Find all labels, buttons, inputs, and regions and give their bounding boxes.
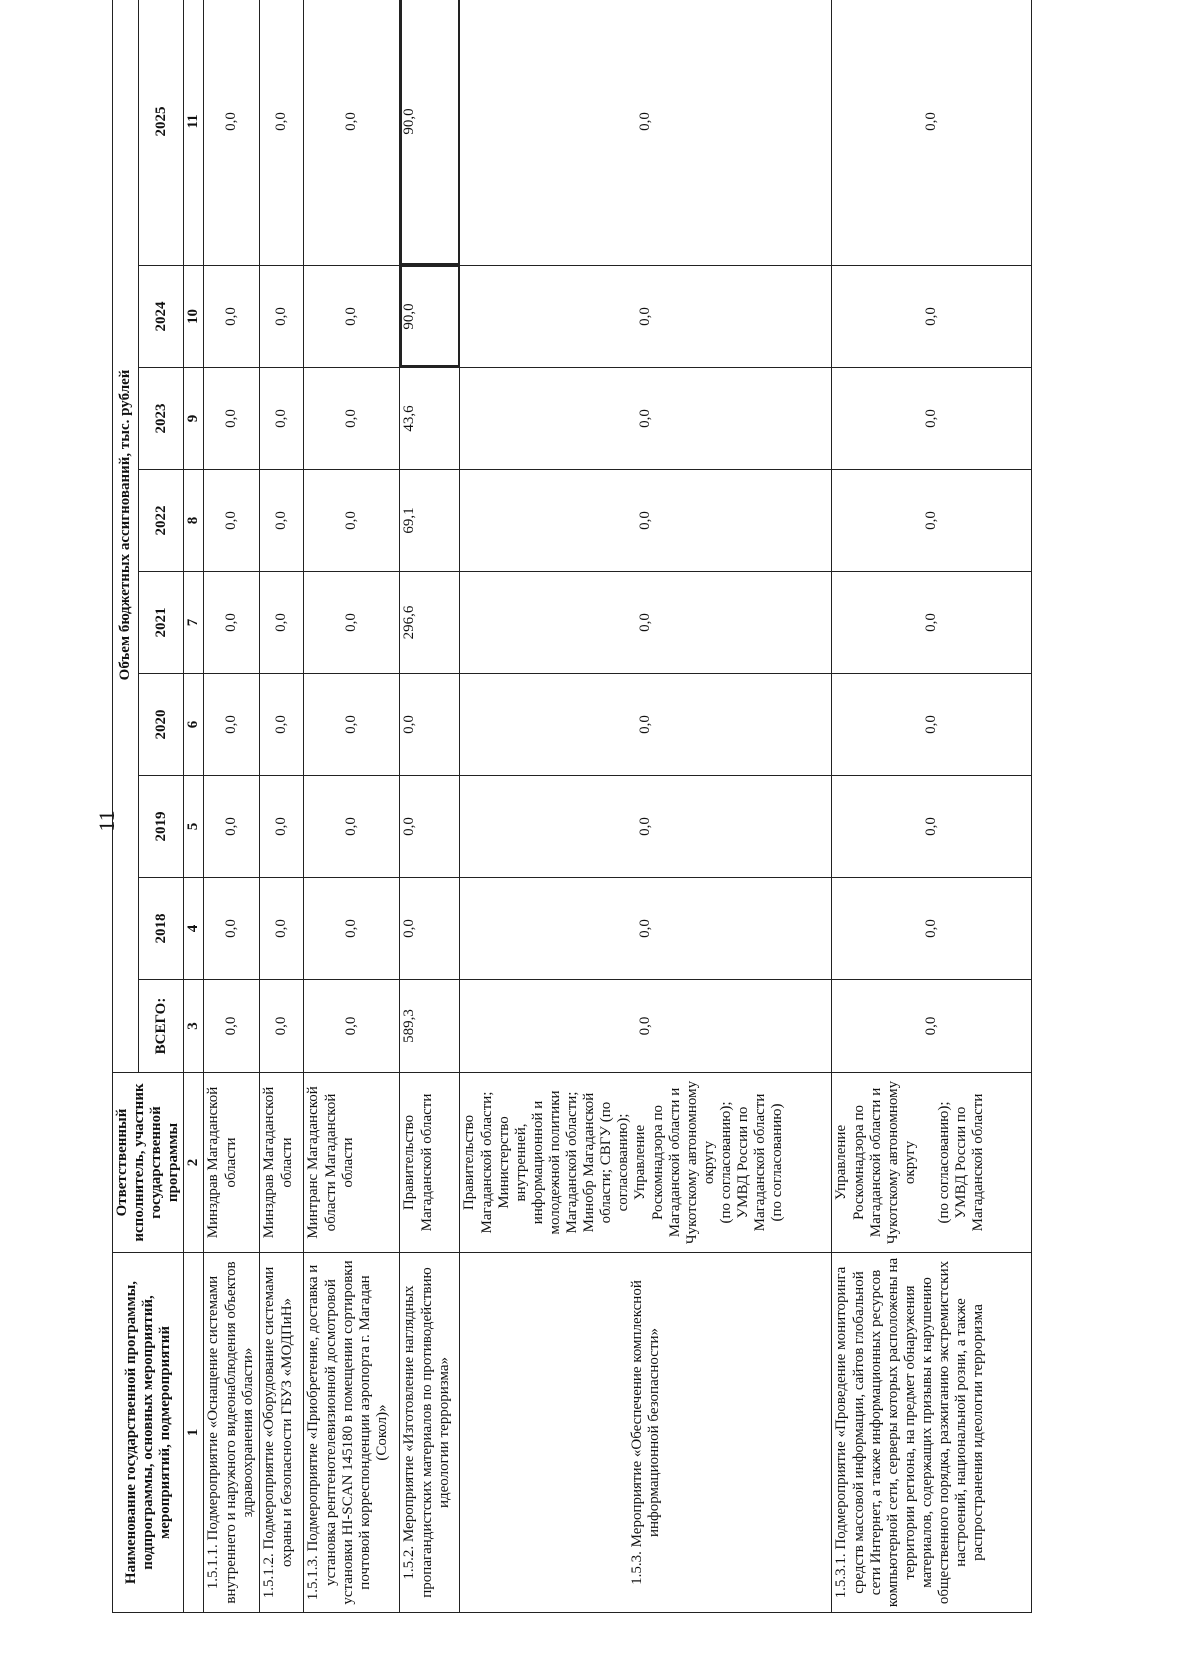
row-value: 0,0 xyxy=(204,572,260,674)
table-row xyxy=(832,0,1032,1613)
row-value: 0,0 xyxy=(304,776,400,878)
column-number: 1 xyxy=(184,1253,204,1613)
row-value: 0,0 xyxy=(204,878,260,980)
header-year: 2022 xyxy=(139,470,184,572)
row-value: 0,0 xyxy=(304,368,400,470)
row-value: 0,0 xyxy=(460,0,832,266)
row-name: 1.5.1.3. Подмероприятие «Приобретение, доставка и установка рентгенотелевизионной досмотровой установки HI-SCAN 145180 в помещении сортировки почтовой корреспонденции аэропорта г. Магадан (Сокол)» xyxy=(304,1253,400,1613)
row-name: 1.5.3. Мероприятие «Обеспечение комплексной информационной безопасности» xyxy=(460,1253,832,1613)
header-year: 2023 xyxy=(139,368,184,470)
row-name: 1.5.1.1. Подмероприятие «Оснащение системами внутреннего и наружного видеонаблюдения объектов здравоохранения области» xyxy=(204,1253,260,1613)
header-year: 2020 xyxy=(139,674,184,776)
row-executor: Минздрав Магаданской области xyxy=(260,1073,304,1253)
row-value: 0,0 xyxy=(204,674,260,776)
row-value: 0,0 xyxy=(460,470,832,572)
header-executor: Ответственный исполнитель, участник государственной программы xyxy=(113,1073,184,1253)
row-value: 0,0 xyxy=(832,878,1032,980)
row-value: 0,0 xyxy=(304,470,400,572)
header-year: 2025 xyxy=(139,0,184,266)
row-value: 0,0 xyxy=(832,266,1032,368)
row-executor: Минтранс Магаданской области Магаданской области xyxy=(304,1073,400,1253)
row-value: 0,0 xyxy=(460,776,832,878)
header-total: ВСЕГО: xyxy=(139,980,184,1073)
column-number: 5 xyxy=(184,776,204,878)
row-executor: Правительство Магаданской области; Министерство внутренней, информационной и молодежной политики Магаданской области; Минобр Магаданской области; СВГУ (по согласованию); Управление Роскомнадзора по Магаданской области и Чукотскому автономному округу (по согласованию); УМВД России по Магаданской области (по согласованию) xyxy=(460,1073,832,1253)
column-number: 2 xyxy=(184,1073,204,1253)
row-value: 0,0 xyxy=(304,266,400,368)
row-value: 0,0 xyxy=(204,470,260,572)
row-value: 0,0 xyxy=(400,878,460,980)
column-number: 8 xyxy=(184,470,204,572)
row-total: 0,0 xyxy=(460,980,832,1073)
row-value: 0,0 xyxy=(260,266,304,368)
row-value: 0,0 xyxy=(460,368,832,470)
row-value: 0,0 xyxy=(204,776,260,878)
row-value: 0,0 xyxy=(260,0,304,266)
header-row-top xyxy=(113,0,139,1613)
header-year: 2021 xyxy=(139,572,184,674)
table-row xyxy=(260,0,304,1613)
row-value: 0,0 xyxy=(260,572,304,674)
row-value: 0,0 xyxy=(460,266,832,368)
row-value: 90,0 xyxy=(400,0,460,266)
header-year: 2024 xyxy=(139,266,184,368)
column-number: 11 xyxy=(184,0,204,266)
row-value: 0,0 xyxy=(832,470,1032,572)
row-value: 0,0 xyxy=(400,776,460,878)
row-name: 1.5.2. Мероприятие «Изготовление наглядных пропагандистских материалов по противодействию идеологии терроризма» xyxy=(400,1253,460,1613)
row-value: 0,0 xyxy=(400,674,460,776)
page-number: 11 xyxy=(94,810,119,832)
row-value: 43,6 xyxy=(400,368,460,470)
row-value: 0,0 xyxy=(304,878,400,980)
column-number: 7 xyxy=(184,572,204,674)
row-value: 0,0 xyxy=(460,878,832,980)
row-value: 296,6 xyxy=(400,572,460,674)
header-year: 2018 xyxy=(139,878,184,980)
column-number: 3 xyxy=(184,980,204,1073)
row-value: 0,0 xyxy=(832,0,1032,266)
row-value: 0,0 xyxy=(304,674,400,776)
row-total: 0,0 xyxy=(260,980,304,1073)
row-value: 0,0 xyxy=(460,572,832,674)
row-name: 1.5.1.2. Подмероприятие «Оборудование системами охраны и безопасности ГБУЗ «МОДПиН» xyxy=(260,1253,304,1613)
row-executor: Управление Роскомнадзора по Магаданской области и Чукотскому автономному округу (по согласованию); УМВД России по Магаданской области xyxy=(832,1073,1032,1253)
table-row xyxy=(460,0,832,1613)
column-number-row xyxy=(184,0,204,1613)
table-row xyxy=(304,0,400,1613)
header-budget: Объем бюджетных ассигнований, тыс. рублей xyxy=(113,0,139,1073)
table-row xyxy=(400,0,460,1613)
row-value: 69,1 xyxy=(400,470,460,572)
row-executor: Минздрав Магаданской области xyxy=(204,1073,260,1253)
row-value: 0,0 xyxy=(304,572,400,674)
rotated-table-container xyxy=(112,78,992,1613)
row-value: 0,0 xyxy=(260,776,304,878)
row-executor: Правительство Магаданской области xyxy=(400,1073,460,1253)
column-number: 6 xyxy=(184,674,204,776)
row-total: 0,0 xyxy=(304,980,400,1073)
column-number: 10 xyxy=(184,266,204,368)
row-value: 0,0 xyxy=(460,674,832,776)
row-total: 0,0 xyxy=(832,980,1032,1073)
header-name: Наименование государственной программы, подпрограммы, основных мероприятий, мероприятий, подмероприятий xyxy=(113,1253,184,1613)
row-value: 0,0 xyxy=(204,368,260,470)
row-value: 0,0 xyxy=(204,0,260,266)
row-value: 0,0 xyxy=(260,368,304,470)
column-number: 4 xyxy=(184,878,204,980)
row-total: 0,0 xyxy=(204,980,260,1073)
row-value: 0,0 xyxy=(260,470,304,572)
row-total: 589,3 xyxy=(400,980,460,1073)
row-name: 1.5.3.1. Подмероприятие «Проведение мониторинга средств массовой информации, сайтов глобальной сети Интернет, а также информационных ресурсов компьютерной сети, серверы которых расположены на территории региона, на предмет обнаружения материалов, содержащих призывы к нарушению общественного порядка, разжиганию экстремистских настроений, национальной розни, а также распространения идеологии терроризма xyxy=(832,1253,1032,1613)
row-value: 0,0 xyxy=(204,266,260,368)
column-number: 9 xyxy=(184,368,204,470)
row-value: 90,0 xyxy=(400,266,460,368)
header-year: 2019 xyxy=(139,776,184,878)
row-value: 0,0 xyxy=(832,368,1032,470)
row-value: 0,0 xyxy=(832,674,1032,776)
budget-table xyxy=(112,0,1032,1613)
row-value: 0,0 xyxy=(260,878,304,980)
row-value: 0,0 xyxy=(832,776,1032,878)
row-value: 0,0 xyxy=(260,674,304,776)
row-value: 0,0 xyxy=(304,0,400,266)
table-row xyxy=(204,0,260,1613)
row-value: 0,0 xyxy=(832,572,1032,674)
